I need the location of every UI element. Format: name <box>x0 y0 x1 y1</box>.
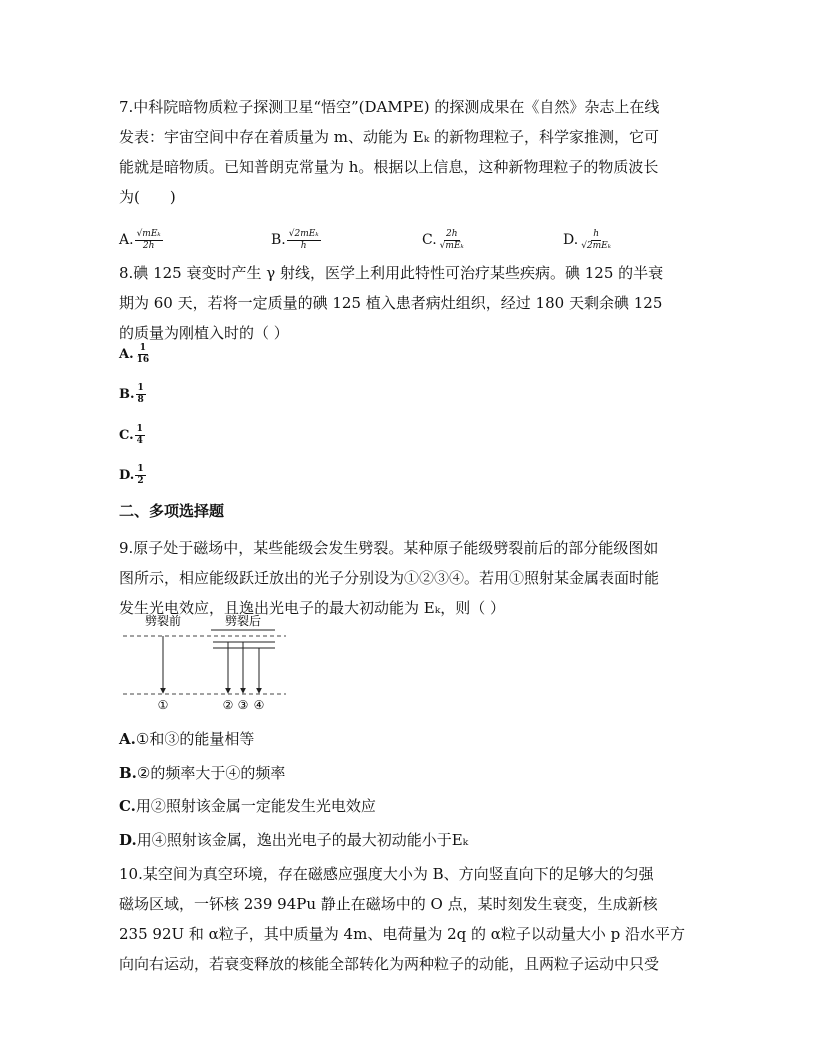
q10-line-1: 10.某空间为真空环境，存在磁感应强度大小为 B、方向竖直向下的足够大的匀强 <box>119 865 654 883</box>
q7-line-1: 7.中科院暗物质粒子探测卫星“悟空”(DAMPE) 的探测成果在《自然》杂志上在线 <box>119 98 660 116</box>
arrow-label-3: ③ <box>237 698 249 712</box>
q9-option-d[interactable]: D.用④照射该金属，逸出光电子的最大初动能小于Eₖ <box>119 831 469 849</box>
q7-option-d-fraction: $\frac{h}{\text{√2mEₖ}}$ <box>581 228 612 251</box>
q7-option-c[interactable]: C. $\frac{2h}{\text{√mEₖ}}$ <box>422 228 464 251</box>
q8-option-b[interactable]: B. $\frac{1}{8}$ <box>119 382 144 405</box>
q7-option-b-fraction: $\frac{\text{√2mEₖ}}{h}$ <box>288 228 319 251</box>
question-8-stem <box>119 258 704 348</box>
q7-line-2: 发表：宇宙空间中存在着质量为 m、动能为 Eₖ 的新物理粒子，科学家推测，它可 <box>119 128 659 146</box>
q7-option-a-fraction: $\frac{\text{√mEₖ}}{2h}$ <box>136 228 161 251</box>
q9-option-c[interactable]: C.用②照射该金属一定能发生光电效应 <box>119 797 376 815</box>
q10-line-2: 磁场区域，一钚核 239 94Pu 静止在磁场中的 O 点，某时刻发生衰变，生成新核 <box>119 895 658 913</box>
q8-option-a[interactable]: A. $\frac{1}{16}$ <box>119 342 150 365</box>
before-label: 劈裂前 <box>144 614 182 628</box>
question-7-stem <box>119 92 704 212</box>
q8-line-3: 的质量为刚植入时的（ ） <box>119 324 289 342</box>
q10-line-4: 向向右运动，若衰变释放的核能全部转化为两种粒子的动能，且两粒子运动中只受 <box>119 955 660 973</box>
q8-line-2: 期为 60 天，若将一定质量的碘 125 植入患者病灶组织，经过 180 天剩余碘 125 <box>119 294 663 312</box>
q8-option-c[interactable]: C. $\frac{1}{4}$ <box>119 423 143 446</box>
q7-line-3: 能就是暗物质。已知普朗克常量为 h。根据以上信息，这种新物理粒子的物质波长 <box>119 158 659 176</box>
arrow-label-1: ① <box>157 698 169 712</box>
arrow-label-2: ② <box>222 698 234 712</box>
q9-line-2: 图所示，相应能级跃迁放出的光子分别设为①②③④。若用①照射某金属表面时能 <box>119 569 660 587</box>
arrow-label-4: ④ <box>253 698 265 712</box>
section-title: 二、多项选择题 <box>119 502 225 520</box>
after-label: 劈裂后 <box>224 614 262 628</box>
q7-option-d[interactable]: D. $\frac{h}{\text{√2mEₖ}}$ <box>563 228 612 251</box>
q7-option-c-fraction: $\frac{2h}{\text{√mEₖ}}$ <box>439 228 464 251</box>
q10-line-3: 235 92U 和 α粒子，其中质量为 4m、电荷量为 2q 的 α粒子以动量大小 p 沿水平方 <box>119 925 686 943</box>
q7-options <box>119 222 704 258</box>
question-10-stem <box>119 859 704 979</box>
q8-option-d[interactable]: D. $\frac{1}{2}$ <box>119 463 144 486</box>
q9-option-b[interactable]: B.②的频率大于④的频率 <box>119 764 286 782</box>
q8-line-1: 8.碘 125 衰变时产生 γ 射线，医学上利用此特性可治疗某些疾病。碘 125 的半衰 <box>119 264 664 282</box>
q7-line-4: 为( ) <box>119 188 176 206</box>
energy-level-diagram <box>118 608 298 714</box>
q9-line-3: 发生光电效应，且逸出光电子的最大初动能为 Eₖ，则（ ） <box>119 599 505 617</box>
q9-option-a[interactable]: A.①和③的能量相等 <box>119 730 255 748</box>
q7-option-a[interactable]: A. $\frac{\text{√mEₖ}}{2h}$ <box>119 228 161 251</box>
q7-option-b[interactable]: B. $\frac{\text{√2mEₖ}}{h}$ <box>271 228 319 251</box>
q9-line-1: 9.原子处于磁场中，某些能级会发生劈裂。某种原子能级劈裂前后的部分能级图如 <box>119 539 659 557</box>
